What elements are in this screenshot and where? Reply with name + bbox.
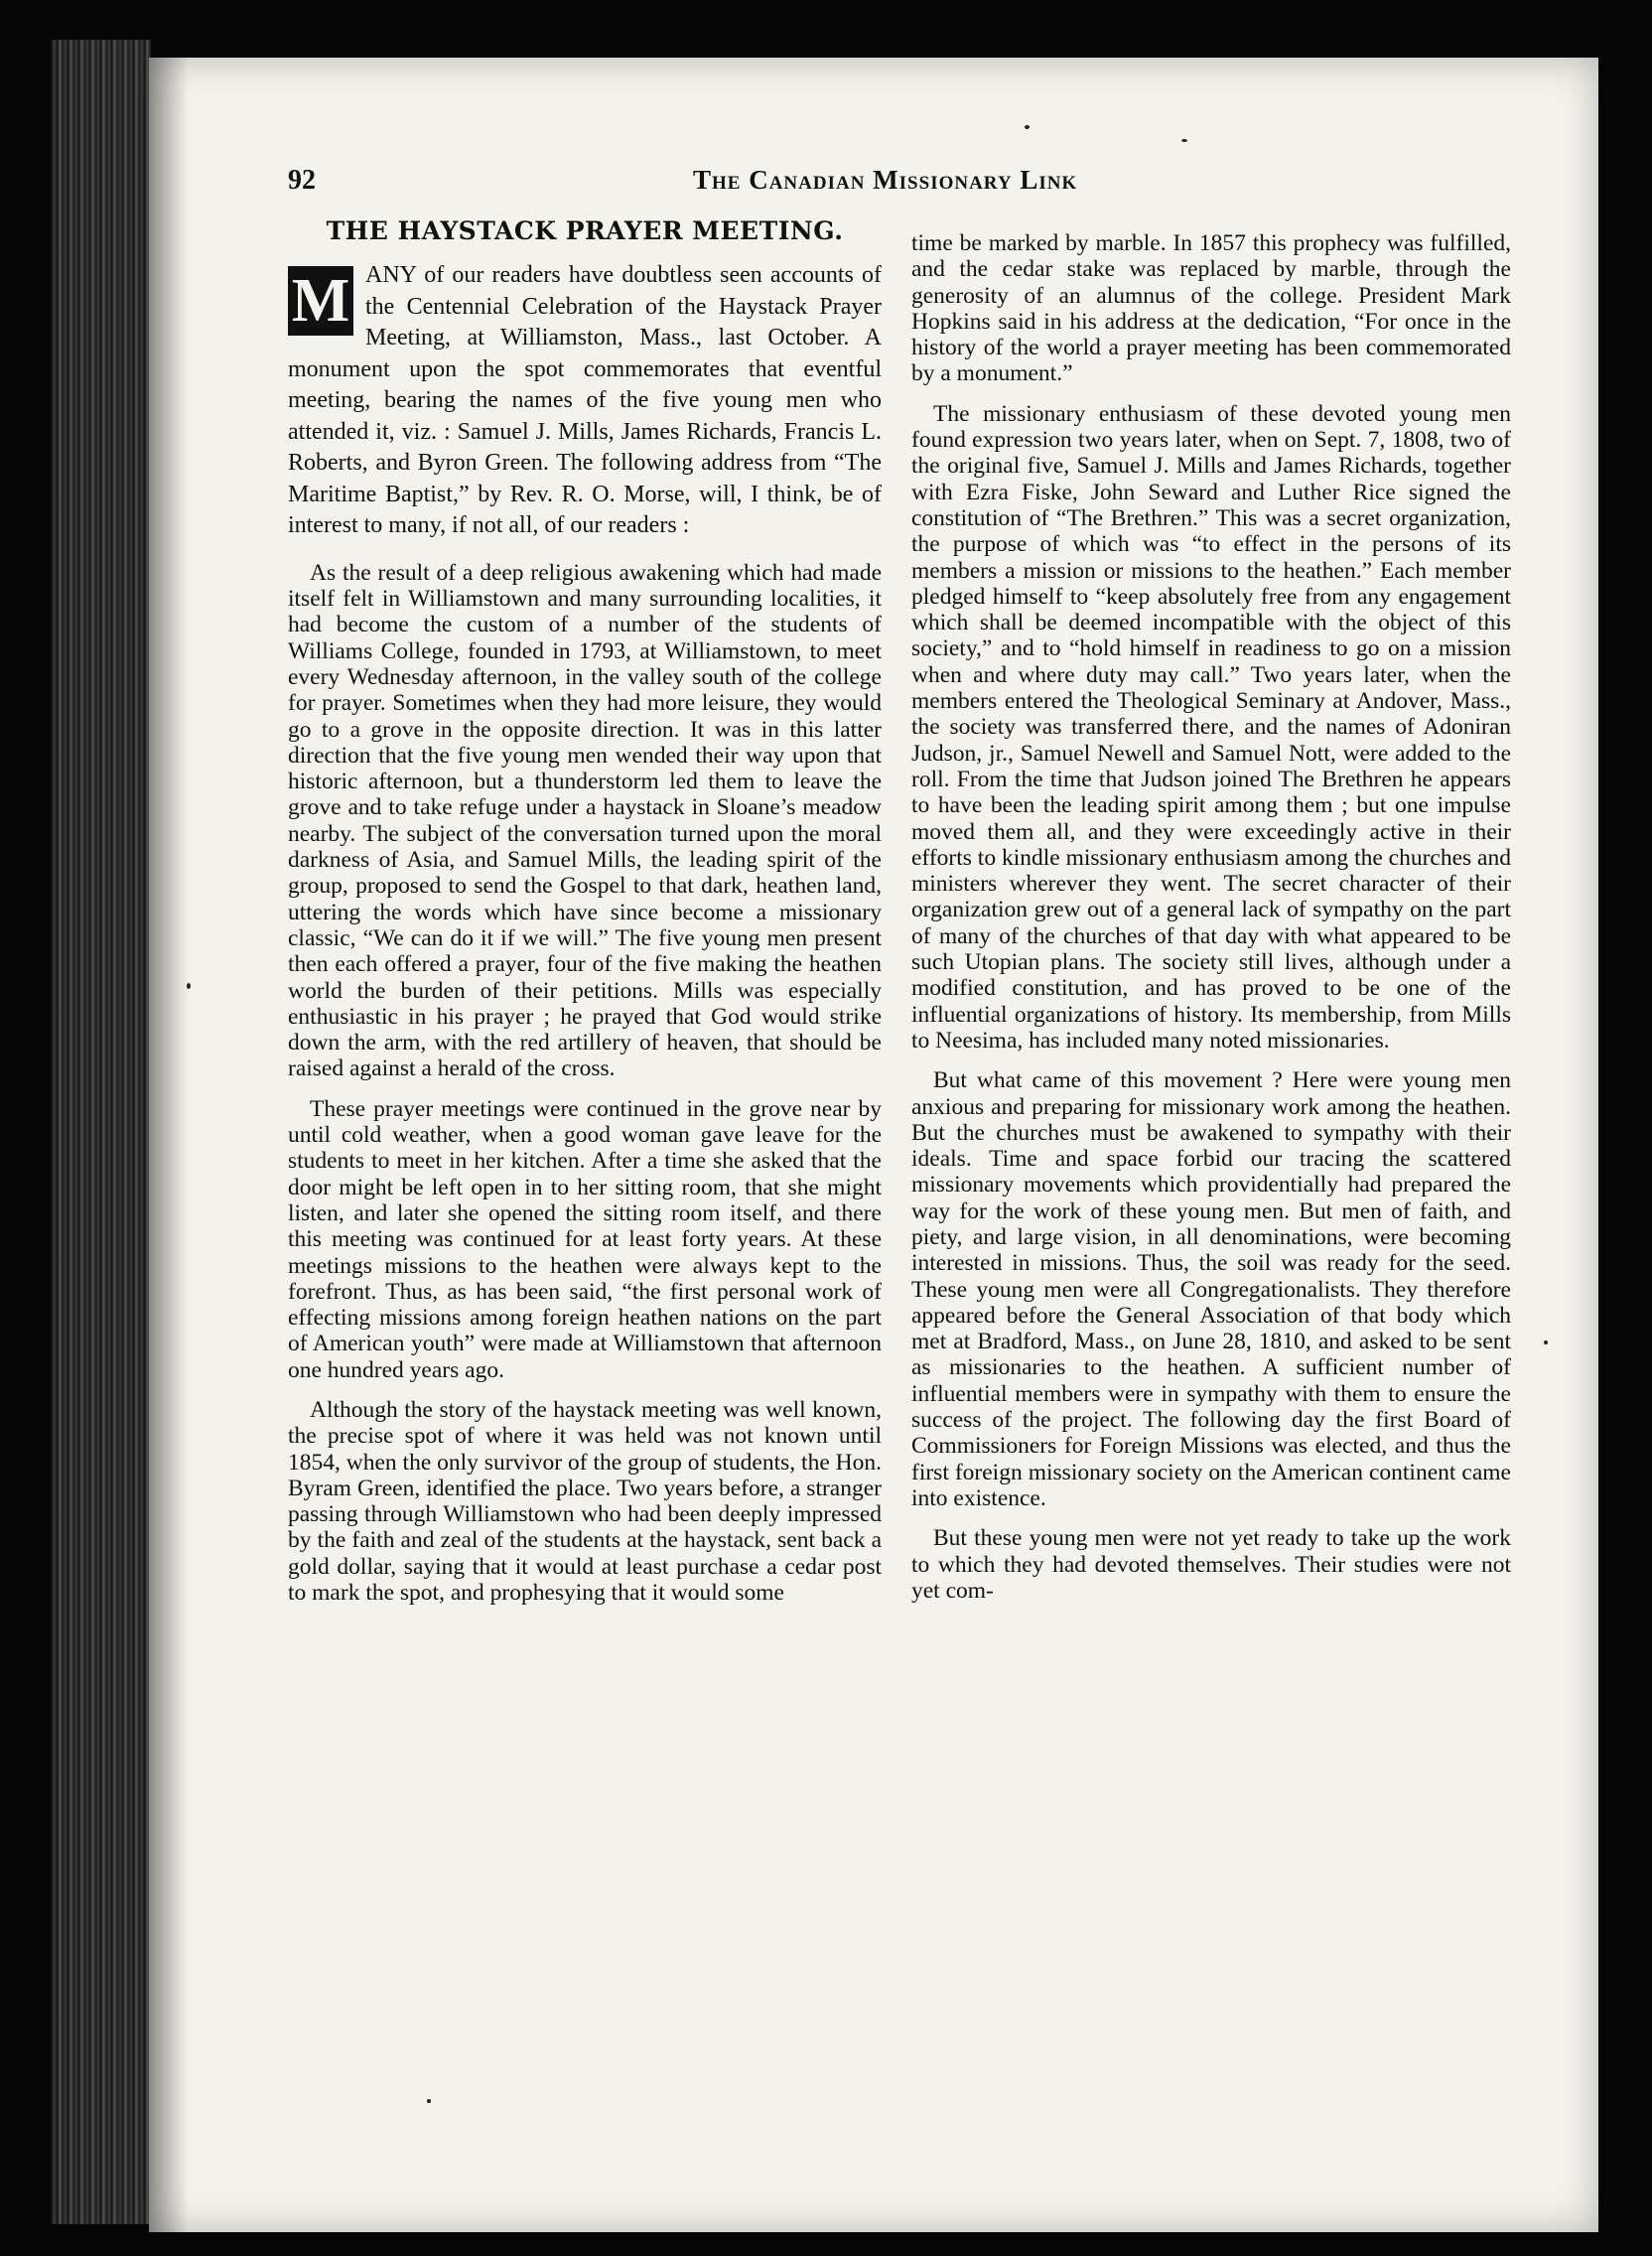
article-heading: THE HAYSTACK PRAYER MEETING.: [326, 216, 844, 245]
right-column: [911, 230, 1511, 1618]
body-paragraph: The missionary enthusiasm of these devoted young men found expression two years later, when on Sept. 7, 1808, two of the original five, Samuel J. Mills and James Richards, together with Ezra Fiske, John Seward and Luther Rice signed the constitution of “The Brethren.” This was a secret organization, the purpose of which was “to effect in the persons of its members a mission or missions to the heathen.” Each member pledged himself to “keep absolutely free from any engagement which shall be deemed incompatible with the object of this society,” and to “hold himself in readiness to go on a mission when and where duty may call.” Two years later, when the members entered the Theological Seminary at Andover, Mass., the society was transferred there, and the names of Adoniran Judson, jr., Samuel Newell and Samuel Nott, were added to the roll. From the time that Judson joined The Brethren he appears to have been the leading spirit among them ; but one impulse moved them all, and they were exceedingly active in their efforts to kindle missionary enthusiasm among the churches and ministers wherever they went. The secret character of their organization grew out of a general lack of sympathy on the part of many of the churches of that day with what appeared to be such Utopian plans. The society still lives, although under a modified constitution, and has proved to be one of the influential organizations of history. Its membership, from Mills to Neesima, has included many noted missionaries.: [911, 400, 1511, 1054]
body-paragraph: time be marked by marble. In 1857 this prophecy was fulfilled, and the cedar stake was replaced by marble, through the generosity of an alumnus of the college. President Mark Hopkins said in his address at the dedication, “For once in the history of the world a prayer meeting has been commemorated by a monument.”: [911, 230, 1511, 387]
page-number: 92: [288, 165, 316, 196]
intro-text: ANY of our readers have doubtless seen accounts of the Centennial Celebration of the Haystack Prayer Meeting, at Williamston, Mass., last October. A monument upon the spot commemorates that eventful meeting, bearing the names of the five young men who attended it, viz. : Samuel J. Mills, James Richards, Francis L. Roberts, and Byron Green. The following address from “The Maritime Baptist,” by Rev. R. O. Morse, will, I think, be of interest to many, if not all, of our readers :: [288, 262, 882, 539]
left-column: [288, 218, 882, 1620]
journal-title: The Canadian Missionary Link: [693, 165, 1078, 195]
body-paragraph: But what came of this movement ? Here were young men anxious and preparing for missionary work among the heathen. But the churches must be awakened to sympathy with their ideals. Time and space forbid our tracing the scattered missionary movements which providentially had prepared the way for the work of these young men. But men of faith, and piety, and large vision, in all denominations, were becoming interested in missions. Thus, the soil was ready for the seed. These young men were all Congregationalists. They therefore appeared before the General Association of that body which met at Bradford, Mass., on June 28, 1810, and asked to be sent as missionaries to the heathen. A sufficient number of influential members were in sympathy with them to ensure the success of the project. The following day the first Board of Commissioners for Foreign Missions was elected, and thus the first foreign missionary society on the American continent came into existence.: [911, 1067, 1511, 1511]
book-page-edges: [52, 40, 151, 2224]
drop-cap: M: [288, 266, 353, 336]
body-paragraph: As the result of a deep religious awakening which had made itself felt in Williamstown and many surrounding localities, it had become the custom of a number of the students of Williams College, founded in 1793, at Williamstown, to meet every Wednesday afternoon, in the valley south of the college for prayer. Sometimes when they had more leisure, they would go to a grove in the opposite direction. It was in this latter direction that the five young men wended their way upon that historic afternoon, but a thunderstorm led them to leave the grove and to take refuge under a haystack in Sloane’s meadow nearby. The subject of the conversation turned upon the moral darkness of Asia, and Samuel Mills, the leading spirit of the group, proposed to send the Gospel to that dark, heathen land, uttering the words which have since become a missionary classic, “We can do it if we will.” The five young men present then each offered a prayer, four of the five making the heathen world the burden of their petitions. Mills was especially enthusiastic in his prayer ; he prayed that God would strike down the arm, with the red artillery of heaven, that should be raised against a herald of the cross.: [288, 559, 882, 1082]
body-paragraph: Although the story of the haystack meeting was well known, the precise spot of where it was held was not known until 1854, when the only survivor of the group of students, the Hon. Byram Green, identified the place. Two years before, a stranger passing through Williamstown who had been deeply impressed by the faith and zeal of the students at the haystack, sent back a gold dollar, saying that it would at least purchase a cedar post to mark the spot, and prophesying that it would some: [288, 1397, 882, 1607]
body-paragraph: But these young men were not yet ready to take up the work to which they had devoted themselves. Their studies were not yet com-: [911, 1525, 1511, 1604]
body-paragraph: These prayer meetings were continued in the grove near by until cold weather, when a good woman gave leave for the students to meet in her kitchen. After a time she asked that the door might be left open in to her sitting room, that she might listen, and later she opened the sitting room itself, and there this meeting was continued for at least forty years. At these meetings missions to the heathen were always kept to the forefront. Thus, as has been said, “the first personal work of effecting missions among foreign heathen nations on the part of American youth” were made at Williamstown that afternoon one hundred years ago.: [288, 1095, 882, 1383]
page-gutter-shadow: [149, 58, 189, 2232]
running-head: [288, 165, 1489, 205]
article-intro: [288, 260, 882, 542]
